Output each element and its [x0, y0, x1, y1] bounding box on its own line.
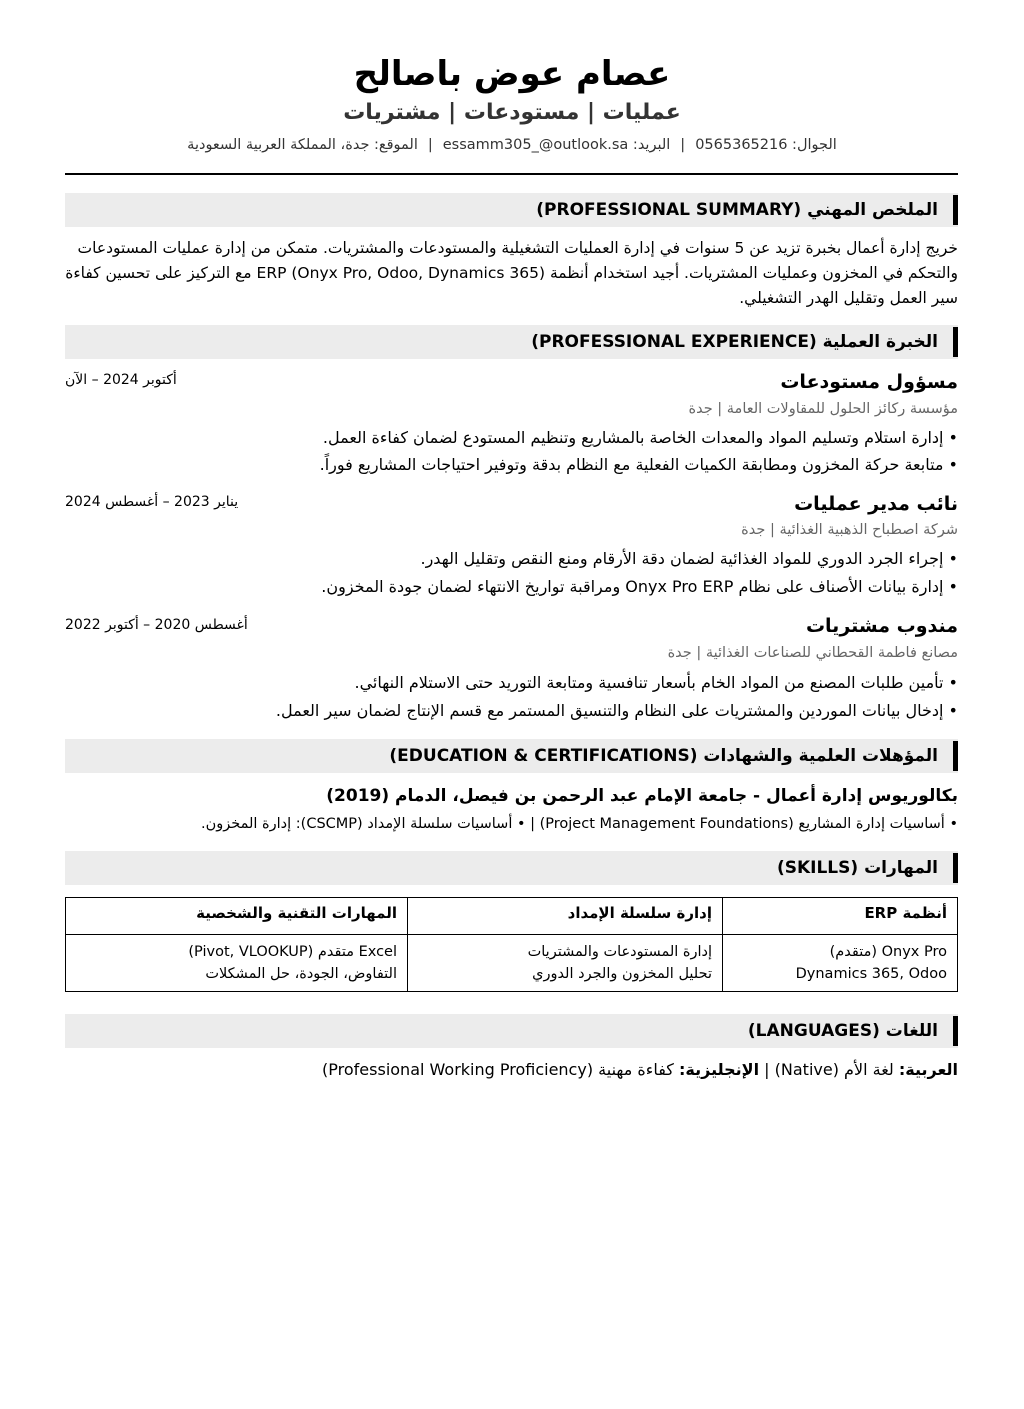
skills-cell-line: Dynamics 365, Odoo: [795, 966, 947, 982]
job-date: يناير 2023 – أغسطس 2024: [65, 494, 239, 510]
section-languages-heading: [65, 1014, 958, 1048]
section-heading-text: الملخص المهني (PROFESSIONAL SUMMARY): [536, 200, 938, 220]
language-english-label: الإنجليزية:: [679, 1060, 760, 1079]
contact-separator: |: [427, 137, 433, 153]
language-arabic-value: لغة الأم (Native): [774, 1060, 894, 1079]
job-date: أكتوبر 2024 – الآن: [65, 372, 177, 388]
job-organization: شركة اصطباح الذهبية الغذائية | جدة: [741, 522, 958, 538]
skills-cell-line: Onyx Pro (متقدم): [829, 944, 947, 960]
job-title: مسؤول مستودعات: [780, 371, 958, 393]
contact-line: [0, 134, 1024, 156]
skills-table: [65, 897, 958, 992]
summary-text: خريج إدارة أعمال بخبرة تزيد عن 5 سنوات في إدارة العمليات التشغيلية والمستودعات والمشتريات. متمكن من إدارة عمليات المستودعات والتحكم في المخزون وعمليات المشتريات. أجيد استخدام أنظمة ERP (Onyx Pro, Odoo, Dynamics 365) مع التركيز على تحسين كفاءة سير العمل وتقليل الهدر التشغيلي.: [65, 239, 958, 307]
section-heading-text: المؤهلات العلمية والشهادات (EDUCATION & CERTIFICATIONS): [389, 746, 938, 766]
section-education-heading: [65, 739, 958, 773]
skills-row: [66, 935, 958, 992]
contact-separator: |: [680, 137, 686, 153]
section-heading-text: المهارات (SKILLS): [776, 858, 938, 878]
section-heading-text: الخبرة العملية (PROFESSIONAL EXPERIENCE): [531, 332, 938, 352]
candidate-name: عصام عوض باصالح: [353, 54, 671, 94]
contact-location: الموقع: جدة، المملكة العربية السعودية: [187, 137, 418, 153]
job-bullet: • إدارة بيانات الأصناف على نظام Onyx Pro ERP ومراقبة تواريخ الانتهاء لضمان جودة المخزون.: [321, 574, 958, 600]
skills-cell: [408, 935, 723, 992]
education-certifications: • أساسيات إدارة المشاريع (Project Management Foundations) | • أساسيات سلسلة الإمداد (CSCMP): إدارة المخزون.: [201, 816, 958, 832]
job-organization: مؤسسة ركائز الحلول للمقاولات العامة | جدة: [688, 401, 958, 417]
contact-email: البريد: essamm305_@outlook.sa: [442, 137, 671, 153]
job-bullet: • إدخال بيانات الموردين والمشتريات على النظام والتنسيق المستمر مع قسم الإنتاج لضمان سير العمل.: [276, 698, 958, 724]
skills-cell-line: إدارة المستودعات والمشتريات: [527, 944, 712, 960]
job-bullet: • إدارة استلام وتسليم المواد والمعدات الخاصة بالمشاريع وتنظيم المستودع لضمان كفاءة العمل.: [323, 425, 958, 451]
languages-line: [322, 1058, 958, 1082]
skills-cell-line: التفاوض، الجودة، حل المشكلات: [205, 966, 397, 982]
job-bullet: • إجراء الجرد الدوري للمواد الغذائية لضمان دقة الأرقام ومنع النقص وتقليل الهدر.: [420, 546, 958, 572]
section-skills-heading: [65, 851, 958, 885]
contact-phone: الجوال: 0565365216: [695, 137, 837, 153]
job-date: أغسطس 2020 – أكتوبر 2022: [65, 617, 248, 633]
section-experience-heading: [65, 325, 958, 359]
skills-cell-line: Excel متقدم (Pivot, VLOOKUP): [188, 944, 397, 960]
education-degree: بكالوريوس إدارة أعمال - جامعة الإمام عبد الرحمن بن فيصل، الدمام (2019): [326, 786, 958, 806]
language-english-value: كفاءة مهنية (Professional Working Proficiency): [322, 1060, 674, 1079]
skills-column-header: المهارات التقنية والشخصية: [66, 898, 408, 935]
job-bullet: • تأمين طلبات المصنع من المواد الخام بأسعار تنافسية ومتابعة التوريد حتى الاستلام النهائي.: [354, 670, 958, 696]
job-title: نائب مدير عمليات: [794, 493, 958, 515]
header-divider: [65, 173, 958, 175]
section-heading-text: اللغات (LANGUAGES): [747, 1021, 938, 1041]
language-arabic-label: العربية:: [898, 1060, 958, 1079]
skills-cell-line: تحليل المخزون والجرد الدوري: [532, 966, 712, 982]
skills-column-header: أنظمة ERP: [723, 898, 958, 935]
section-summary-heading: [65, 193, 958, 227]
skills-cell: [723, 935, 958, 992]
skills-column-header: إدارة سلسلة الإمداد: [408, 898, 723, 935]
skills-cell: [66, 935, 408, 992]
job-title: مندوب مشتريات: [805, 615, 958, 637]
skills-header-row: [66, 898, 958, 935]
language-separator: |: [764, 1060, 770, 1079]
candidate-title: عمليات | مستودعات | مشتريات: [343, 100, 681, 125]
job-organization: مصانع فاطمة القحطاني للصناعات الغذائية | جدة: [667, 645, 958, 661]
job-bullet: • متابعة حركة المخزون ومطابقة الكميات الفعلية مع النظام بدقة وتوفير احتياجات المشاريع فوراً.: [320, 452, 958, 478]
